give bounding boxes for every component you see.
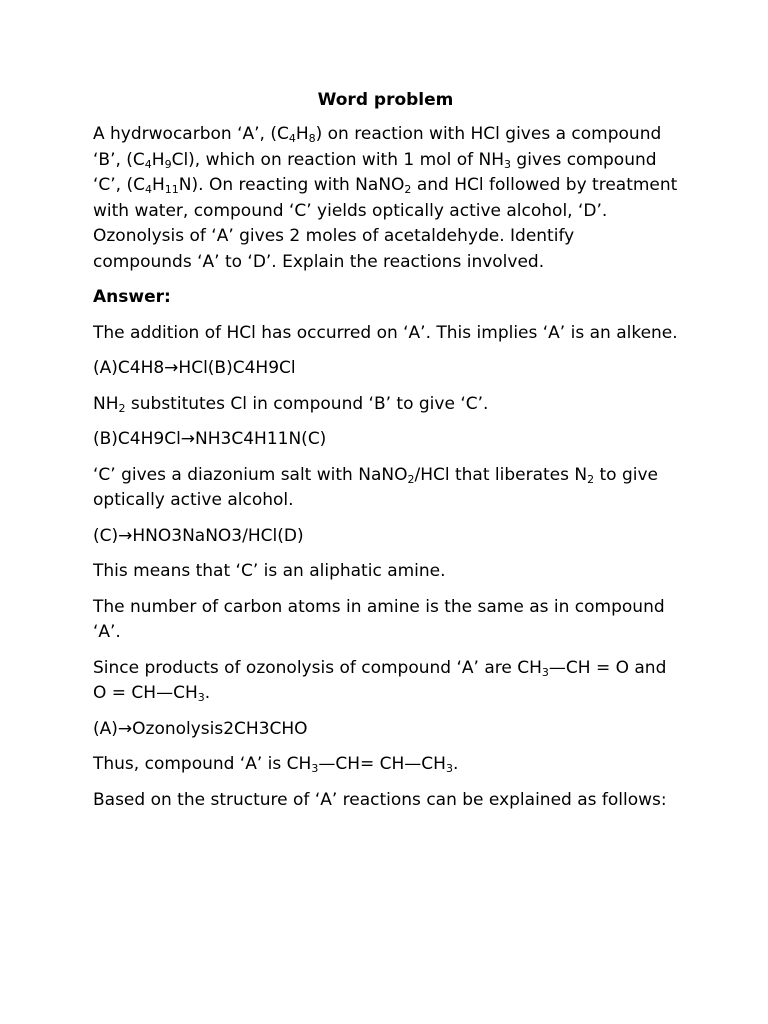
question-text: Cl), which on reaction with 1 mol of NH — [171, 149, 504, 170]
reaction-4: (A)→Ozonolysis2CH3CHO — [93, 718, 308, 739]
subscript: 2 — [118, 401, 126, 415]
question-text: H — [152, 175, 165, 195]
subscript: 3 — [504, 157, 511, 171]
reaction-2: (B)C4H9Cl→NH3C4H11N(C) — [93, 429, 327, 449]
addition-paragraph: The addition of HCl has occurred on ‘A’. This implies ‘A’ is an alkene. — [93, 322, 678, 343]
subscript: 3 — [197, 691, 205, 704]
subscript: 9 — [164, 157, 172, 171]
subscript: 2 — [587, 472, 595, 486]
thus-text: —CH= CH—CH — [318, 754, 446, 774]
subscript: 4 — [288, 132, 296, 145]
reaction-1: (A)C4H8→HCl(B)C4H9Cl — [93, 358, 296, 378]
question-paragraph — [93, 122, 678, 275]
ozonolysis-text: —CH = O and O = CH—CH — [93, 657, 667, 703]
page-title: Word problem — [317, 90, 454, 110]
question-text: N). On reacting with NaNO — [178, 175, 405, 195]
answer-heading: Answer: — [93, 287, 171, 307]
subscript: 2 — [407, 472, 415, 486]
nh2-paragraph — [93, 392, 678, 418]
diazonium-text: to give optically active alcohol. — [93, 464, 659, 510]
subscript: 2 — [404, 183, 412, 196]
subscript: 3 — [311, 762, 319, 775]
question-text: and HCl followed by treatment with water, compound ‘C’ yields optically active alcohol, ‘D’. Ozonolysis of ‘A’ gives 2 moles of acetaldehyde. Identify compounds ‘A’ to ‘D’. Explain the reactions involved. — [93, 175, 678, 272]
diazonium-text: ‘C’ gives a diazonium salt with NaNO — [93, 464, 408, 485]
thus-text: . — [452, 754, 459, 774]
ozonolysis-text: Since products of ozonolysis of compound ‘A’ are CH — [93, 657, 542, 678]
thus-paragraph — [93, 752, 678, 778]
ozonolysis-paragraph — [93, 656, 678, 707]
based-paragraph: Based on the structure of ‘A’ reactions can be explained as follows: — [93, 789, 667, 810]
thus-text: Thus, compound ‘A’ is CH — [93, 754, 312, 774]
subscript: 3 — [541, 665, 549, 679]
subscript: 4 — [145, 183, 152, 196]
nh2-text: NH — [93, 393, 119, 414]
nh2-text: substitutes Cl in compound ‘B’ to give ‘C’. — [125, 393, 489, 414]
subscript: 4 — [144, 157, 152, 171]
reaction-3: (C)→HNO3NaNO3/HCl(D) — [93, 525, 304, 546]
question-text: ) on reaction with HCl gives a compound ‘B’, (C — [93, 124, 662, 170]
question-text: H — [151, 149, 165, 170]
carbon-paragraph: The number of carbon atoms in amine is the same as in compound ‘A’. — [93, 596, 665, 642]
diazonium-text: /HCl that liberates N — [414, 464, 588, 485]
ozonolysis-text: . — [204, 683, 211, 703]
subscript: 8 — [308, 132, 316, 145]
subscript: 3 — [445, 762, 453, 775]
question-text: A hydrwocarbon ‘A’, (C — [93, 124, 289, 144]
aliphatic-paragraph: This means that ‘C’ is an aliphatic amine. — [93, 561, 446, 581]
subscript: 11 — [164, 183, 179, 196]
question-text: gives compound ‘C’, (C — [93, 149, 657, 195]
question-text: H — [295, 124, 309, 144]
diazonium-paragraph — [93, 463, 678, 514]
